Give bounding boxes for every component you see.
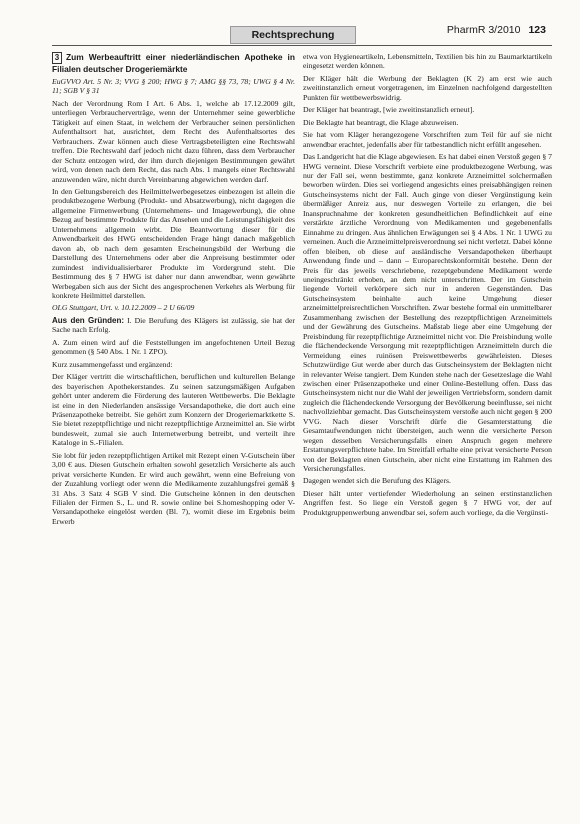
reasons-label: Aus den Gründen:: [52, 315, 125, 325]
paragraph-r2: Der Kläger hält die Werbung der Beklagten (K 2) am erst wie auch zweitinstanzlich erneut vorgetragenen, im Einzelnen nachfolgend dargestellten Punkten für wettbewerbswidrig.: [303, 73, 552, 102]
decision-heading: [52, 52, 295, 74]
header-rule: [52, 45, 552, 46]
paragraph-r4: Die Beklagte hat beantragt, die Klage abzuweisen.: [303, 117, 459, 127]
decision-title: Zum Werbeauftritt einer niederländischen Apotheke in Filialen deutscher Drogeriemärkte: [52, 52, 295, 74]
paragraph-r6: Das Landgericht hat die Klage abgewiesen. Es hat dabei einen Verstoß gegen § 7 HWG verneint. Diese Vorschrift verbiete eine produktbezogene Werbung, was nur der Fall sei, wenn bestimmte, ganz konkrete Arzneimittel solchermaßen beworben würden. Dies sei vorliegend angesichts eines preisabhängigen reinen Gutscheinsystems nicht der Fall. Auch ginge von dieser Vergünstigung kein übermäßiger Anreiz aus, nur deswegen Vorteile zu erlangen, die bei Inanspruchnahme der konkreten gesundheitlichen Befindlichkeit auf eine verstärkte ärztliche Verordnung von Medikamenten und gegebenenfalls Einnahme zu dringen. Aus ähnlichen Erwägungen sei § 4 Abs. 1 Nr. 1 UWG zu verneinen. Auch die Arzneimittelpreisverordnung sei nicht verletzt. Dabei könne offen bleiben, ob diese auf ausländische Versandapotheken überhaupt Anwendung finde und – dann – Europarechtskonformität bestehe. Denn der Preis für das jeweils verschriebene, rezeptgebundene Medikament werde uneingeschränkt erhoben, an dem nicht unterschritten. Der im Gutschein liegende Vorteil verkörpere sich nur in anderen Gegenständen. Das Gutscheinsystem beinhalte auch keine Umgehung dieser arzneimittelpreisrechtlichen Vorschriften. Zwar bestehe formal ein unmittelbarer Zusammenhang zwischen der Bestellung des rezeptpflichtigen Arzneimittels und der Gewährung des Gutscheins. Maßstab liege aber eine Umgehung der Preisbindung für rezeptpflichtige Arzneimittel nicht vor. Die Preisbindung wolle die flächendeckende Versorgung mit rezeptpflichtigen Arzneimitteln durch die Vermeidung eines ruinösen Preiswettbewerbs gewährleisten. Dieses Schutzwürdige Gut werde aber durch das Gutscheinsystem der Beklagten nicht in relevanter Weise tangiert. Dem Kunden stehe nach der Gesetzeslage die Wahl zwischen einer Präsenzapotheke und einer Online-Bestellung offen. Dass das Gutscheinsystem nicht nur die Wahl der jeweiligen Vertriebsform, sondern damit zugleich die flächendeckende Versorgung der Bevölkerung beeinflusse, sei nicht nachvollziehbar gemacht. Das Gutscheinsystem verstoße auch nicht gegen § 200 VVG. Nach dieser Vorschrift dürfe die Gesamterstattung die Gesamtaufwendungen nicht übersteigen, auch wenn die versicherte Person wegen desselben Versicherungsfalls einen Anspruch gegen mehrere Erstattungsverpflichtete habe. Im Streitfall erhalte eine privat versicherte Person von der Beklagten einen Gutschein, aber nicht eine Erstattung im Rahmen des Versicherungsfalles.: [303, 152, 552, 474]
journal-info: [447, 24, 546, 36]
page-number: 123: [528, 24, 546, 36]
headnote-1: Nach der Verordnung Rom I Art. 6 Abs. 1, welche ab 17.12.2009 gilt, unterliegen Verbraucherverträge, wenn der Unternehmer seine gewerbliche Tätigkeit auf einen Staat, in welchem der Verbraucher seinen persönlichen Aufenthaltsort hat, ausrichtet, dem Recht des Aufenthaltsortes des Verbrauchers. Zwar können auch diese Vertragsbeteiligten eine Rechtswahl treffen. Die Rechtswahl darf jedoch nicht dazu führen, dass dem Verbraucher der Schutz entzogen wird, der ihm durch diejenigen Bestimmungen gewährt wird, von denen nach dem Recht, das nach Abs. 1 mangels einer Rechtswahl anzuwenden wäre, nicht durch Vereinbarung abgewichen werden darf.: [52, 98, 295, 184]
paragraph-r3: Der Kläger hat beantragt, [wie zweitinstanzlich erneut].: [303, 105, 475, 115]
decision-number: 3: [52, 52, 62, 64]
reasons-text: I. Die Berufung des Klägers ist zulässig, sie hat der Sache nach Erfolg.: [52, 315, 295, 335]
paragraph-a: A. Zum einen wird auf die Feststellungen im angefochtenen Urteil Bezug genommen (§ 540 Abs. 1 Nr. 1 ZPO).: [52, 337, 295, 357]
section-header: Rechtsprechung: [230, 26, 356, 44]
journal-name: PharmR 3/2010: [446, 24, 521, 36]
paragraph-r7: Dagegen wendet sich die Berufung des Klägers.: [303, 476, 451, 486]
paragraph-r1: etwa von Hygieneartikeln, Lebensmitteln, Textilien bis hin zu Baumarktartikeln eingesetzt werden können.: [303, 52, 552, 71]
paragraph-summary: Kurz zusammengefasst und ergänzend:: [52, 359, 173, 369]
paragraph-r5: Sie hat vom Kläger herangezogene Vorschriften zum Teil für auf sie nicht anwendbar erachtet, jedenfalls aber für tatbestandlich nicht erfüllt angesehen.: [303, 130, 552, 149]
paragraph-r8: Dieser hält unter vertiefender Wiederholung an seinen erstinstanzlichen Angriffen fest. So liege ein Verstoß gegen § 7 HWG vor, der auf Produktgruppenwerbung anwendbar sei, sofern auch vorliege, da die Vergünsti-: [303, 488, 552, 517]
statute-citation: EuGVVO Art. 5 Nr. 3; VVG § 200; HWG § 7; AMG §§ 73, 78; UWG § 4 Nr. 11; SGB V § 31: [52, 77, 295, 96]
paragraph-plaintiff: Der Kläger vertritt die wirtschaftlichen, beruflichen und kulturellen Belange des bayerischen Apothekerstandes. Zu seinen satzungsmäßigen Aufgaben gehört unter anderem die Förderung des lauteren Wettbewerbs. Die Beklagte ist eine in den Niederlanden ansässige Versandapotheke, die dort auch eine Präsenzapotheke betreibt. Sie gehört zum Konzern der Drogeriemarktkette S. Sie bietet rezeptpflichtige und nicht rezeptpflichtige Arzneimittel an. Sie wirbt bundesweit, zumal sie auch Internetwerbung betreibt, und verteilt ihre Kataloge in S.-Filialen.: [52, 372, 295, 448]
right-column: [303, 52, 552, 520]
headnote-2: In den Geltungsbereich des Heilmittelwerbegesetzes einbezogen ist allein die produktbezogene Werbung (Produkt- und Absatzwerbung), nicht dagegen die allgemeine Firmenwerbung (Unternehmens- und Imagewerbung), die ohne Bezug auf bestimmte Produkte für das Ansehen und die Leistungsfähigkeit des Unternehmens allgemein wirbt. Die Beantwortung dieser für die Anwendbarkeit des HWG entscheidenden Frage hängt danach maßgeblich davon ab, ob nach dem gesamten Erscheinungsbild der Werbung die Darstellung des Unternehmens oder aber die Anpreisung bestimmter oder zumindest individualisierbarer Produkte im Vordergrund steht. Die Bestimmung des § 7 HWG ist daher nur dann anwendbar, wenn gewährte Werbegaben sich aus der Sicht des angesprochenen Verkehrs als Werbung für konkrete Heilmittel darstellen.: [52, 186, 295, 300]
paragraph-voucher: Sie lobt für jeden rezeptpflichtigen Artikel mit Rezept einen V-Gutschein über 3,00 € aus. Diesen Gutschein erhalten sowohl gesetzlich Versicherte als auch privat versicherte Kunden. Er wird auch gewährt, wenn eine Befreiung von der Zuzahlung vorliegt oder wenn die Medikamente zuzahlungsfrei gemäß § 31 Abs. 3 Satz 4 SGB V sind. Die Gutscheine können in den deutschen Filialen der Firmen S., L. und R. sowie online bei S.homeshopping oder V-Versandapotheke eingelöst werden (Bl. 7), womit diese im Ergebnis beim Erwerb: [52, 450, 295, 526]
left-column: [52, 52, 295, 529]
reasons-paragraph: [52, 316, 295, 335]
court-reference: OLG Stuttgart, Urt. v. 10.12.2009 – 2 U 66/09: [52, 303, 195, 313]
